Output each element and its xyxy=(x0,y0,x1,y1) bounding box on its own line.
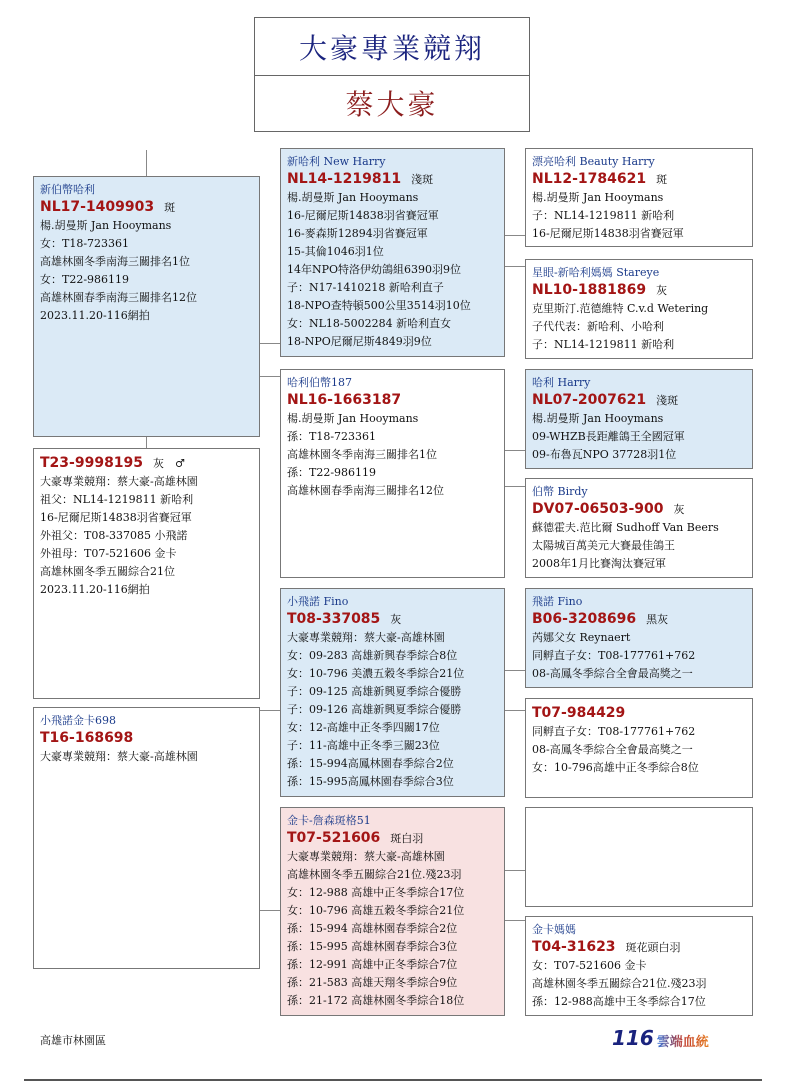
info-line: 15-其倫1046羽1位 xyxy=(287,245,384,258)
info-line: 孫：15-994 高雄林園春季綜合2位 xyxy=(287,922,458,935)
info-line: 女：NL18-5002284 新哈利直女 xyxy=(287,317,452,330)
ancestor-card[interactable] xyxy=(525,369,753,469)
info-line: 子：09-126 高雄新興夏季綜合優勝 xyxy=(287,703,462,716)
plumage-color: 斑白羽 xyxy=(390,832,424,845)
plumage-color: 灰 xyxy=(656,284,668,297)
ancestor-card[interactable] xyxy=(525,588,753,688)
info-line: 孫：21-172 高雄林園冬季綜合18位 xyxy=(287,994,465,1007)
info-line: 女：T18-723361 xyxy=(40,237,130,250)
info-line: 高雄林園冬季五關綜合21位.殘23羽 xyxy=(532,977,707,990)
bird-name: 金卡-詹森斑格51 xyxy=(287,814,371,827)
bird-name: 哈利伯幣187 xyxy=(287,376,352,389)
info-line: 孫：T22-986119 xyxy=(287,466,377,479)
info-line: 女：12-高雄中正冬季四關17位 xyxy=(287,721,440,734)
bird-name: 小飛諾金卡698 xyxy=(40,714,116,727)
ring-number xyxy=(532,500,746,519)
footer-location: 高雄市林園區 xyxy=(40,1034,106,1047)
dam-of-sire-card[interactable] xyxy=(280,369,505,578)
plumage-color: 淺斑 xyxy=(411,173,434,186)
info-line: 2008年1月比賽淘汰賽冠軍 xyxy=(532,557,666,570)
plumage-color: 黑灰 xyxy=(646,613,669,626)
ring-text: T23-9998195 xyxy=(40,455,144,471)
ring-number xyxy=(532,391,746,410)
info-line: 女：09-283 高雄新興春季綜合8位 xyxy=(287,649,458,662)
info-line: 太陽城百萬美元大賽最佳鴿王 xyxy=(532,539,675,552)
connector-line xyxy=(504,870,525,871)
logo-text: 雲端血統 xyxy=(657,1031,709,1050)
info-line: 大豪專業競翔：蔡大豪-高雄林園 xyxy=(287,850,445,863)
info-line: 子：09-125 高雄新興夏季綜合優勝 xyxy=(287,685,462,698)
ring-text: NL16-1663187 xyxy=(287,392,402,408)
sire-card[interactable] xyxy=(280,148,505,357)
info-line: 高雄林園冬季南海三關排名1位 xyxy=(40,255,190,268)
ring-text: T08-337085 xyxy=(287,611,381,627)
connector-line xyxy=(504,670,525,671)
bird-name: 哈利 Harry xyxy=(532,376,591,389)
pedigree-header xyxy=(254,17,530,132)
info-line: 同孵直子女：T08-177761+762 xyxy=(532,725,696,738)
ring-number xyxy=(40,454,253,473)
owner-name: 蔡大豪 xyxy=(345,88,439,121)
info-line: 2023.11.20-116網拍 xyxy=(40,309,150,322)
info-line: 孫：15-994高鳳林園春季綜合2位 xyxy=(287,757,454,770)
ring-number xyxy=(532,938,746,957)
sire-of-dam-card[interactable] xyxy=(280,588,505,797)
info-line: 楊.胡曼斯 Jan Hooymans xyxy=(532,191,664,204)
info-line: 孫：12-988高雄中王冬季綜合17位 xyxy=(532,995,706,1008)
info-line: 16-尼爾尼斯14838羽省賽冠軍 xyxy=(287,209,439,222)
connector-line xyxy=(504,920,525,921)
info-line: 2023.11.20-116網拍 xyxy=(40,583,150,596)
plumage-color: 淺斑 xyxy=(656,394,679,407)
ring-text: NL10-1881869 xyxy=(532,282,647,298)
info-line: 08-高鳳冬季綜合全會最高獎之一 xyxy=(532,743,693,756)
info-line: 孫：15-995 高雄林園春季綜合3位 xyxy=(287,940,458,953)
info-line: 16-尼爾尼斯14838羽省賽冠軍 xyxy=(532,227,684,240)
connector-line xyxy=(146,150,147,176)
connector-line xyxy=(504,486,525,487)
plumage-color: 灰 ♂ xyxy=(153,457,185,470)
connector-line xyxy=(504,450,525,451)
ring-number xyxy=(40,729,253,748)
info-line: 女：12-988 高雄中正冬季綜合17位 xyxy=(287,886,465,899)
bird-name: 飛諾 Fino xyxy=(532,595,583,608)
info-line: 大豪專業競翔：蔡大豪-高雄林園 xyxy=(40,475,198,488)
ring-number xyxy=(532,170,746,189)
ancestor-card[interactable] xyxy=(525,148,753,247)
bird-name: 金卡媽媽 xyxy=(532,923,576,936)
info-line: 子：NL14-1219811 新哈利 xyxy=(532,338,675,351)
info-line: 08-高鳳冬季綜合全會最高獎之一 xyxy=(532,667,693,680)
info-line: 外祖父：T08-337085 小飛諾 xyxy=(40,529,188,542)
ring-text: T04-31623 xyxy=(532,939,616,955)
plumage-color: 灰 xyxy=(673,503,685,516)
ring-text: B06-3208696 xyxy=(532,611,637,627)
plumage-color: 斑花頭白羽 xyxy=(625,941,681,954)
ring-number xyxy=(287,170,498,189)
info-line: 子：11-高雄中正冬季三關23位 xyxy=(287,739,440,752)
ancestor-card[interactable] xyxy=(525,478,753,578)
brand-logo[interactable] xyxy=(612,1026,709,1050)
connector-line xyxy=(259,710,280,711)
plumage-color: 灰 xyxy=(390,613,402,626)
info-line: 同孵直子女：T08-177761+762 xyxy=(532,649,696,662)
info-line: 克里斯汀.范德維特 C.v.d Wetering xyxy=(532,302,709,315)
connector-line xyxy=(259,376,280,377)
sibling-card[interactable] xyxy=(33,448,260,699)
info-line: 孫：21-583 高雄天翔冬季綜合9位 xyxy=(287,976,458,989)
ancestor-card[interactable] xyxy=(525,916,753,1016)
ancestor-card[interactable] xyxy=(525,698,753,798)
info-line: 孫：T18-723361 xyxy=(287,430,377,443)
info-line: 16-尼爾尼斯14838羽省賽冠軍 xyxy=(40,511,192,524)
connector-line xyxy=(504,710,525,711)
ring-number xyxy=(532,610,746,629)
info-line: 楊.胡曼斯 Jan Hooymans xyxy=(287,412,419,425)
ring-text: T16-168698 xyxy=(40,730,134,746)
info-line: 芮娜父女 Reynaert xyxy=(532,631,631,644)
connector-line xyxy=(259,343,280,344)
empty-ancestor-card[interactable] xyxy=(525,807,753,907)
plumage-color: 斑 xyxy=(656,173,668,186)
dam-card[interactable] xyxy=(33,707,260,969)
info-line: 09-WHZB長距離鴿王全國冠軍 xyxy=(532,430,685,443)
info-line: 女：10-796高雄中正冬季綜合8位 xyxy=(532,761,699,774)
bird-name: 新伯幣哈利 xyxy=(40,183,95,196)
info-line: 外祖母：T07-521606 金卡 xyxy=(40,547,177,560)
info-line: 女：10-796 美濃五穀冬季綜合21位 xyxy=(287,667,465,680)
info-line: 高雄林園春季南海三關排名12位 xyxy=(287,484,444,497)
info-line: 14年NPO特洛伊幼鴿組6390羽9位 xyxy=(287,263,462,276)
ring-number xyxy=(532,704,746,723)
loft-title: 大豪專業競翔 xyxy=(255,18,529,76)
bird-name: 伯幣 Birdy xyxy=(532,485,588,498)
ring-text: NL17-1409903 xyxy=(40,199,155,215)
bird-name: 漂亮哈利 Beauty Harry xyxy=(532,155,655,168)
info-line: 09-布魯瓦NPO 37728羽1位 xyxy=(532,448,677,461)
ring-number xyxy=(287,391,498,410)
info-line: 子：N17-1410218 新哈利直子 xyxy=(287,281,444,294)
ring-text: DV07-06503-900 xyxy=(532,501,664,517)
plumage-color: 斑 xyxy=(164,201,176,214)
info-line: 女：T22-986119 xyxy=(40,273,130,286)
ring-text: NL12-1784621 xyxy=(532,171,647,187)
info-line: 子：NL14-1219811 新哈利 xyxy=(532,209,675,222)
info-line: 高雄林園冬季五關綜合21位.殘23羽 xyxy=(287,868,462,881)
info-line: 18-NPO尼爾尼斯4849羽9位 xyxy=(287,335,432,348)
ring-number xyxy=(287,829,498,848)
bird-name: 星眼-新哈利媽媽 Stareye xyxy=(532,266,660,279)
info-line: 高雄林園冬季南海三關排名1位 xyxy=(287,448,437,461)
connector-line xyxy=(504,235,525,236)
ancestor-card[interactable] xyxy=(525,259,753,359)
ring-number xyxy=(40,198,253,217)
info-line: 蘇德霍夫.范比爾 Sudhoff Van Beers xyxy=(532,521,719,534)
ring-text: T07-984429 xyxy=(532,705,626,721)
info-line: 大豪專業競翔：蔡大豪-高雄林園 xyxy=(287,631,445,644)
bird-name: 小飛諾 Fino xyxy=(287,595,349,608)
info-line: 16-麥森斯12894羽省賽冠軍 xyxy=(287,227,428,240)
dam-of-dam-card[interactable] xyxy=(280,807,505,1016)
info-line: 高雄林園春季南海三關排名12位 xyxy=(40,291,197,304)
info-line: 楊.胡曼斯 Jan Hooymans xyxy=(40,219,172,232)
info-line: 孫：12-991 高雄中正冬季綜合7位 xyxy=(287,958,458,971)
info-line: 楊.胡曼斯 Jan Hooymans xyxy=(532,412,664,425)
footer-divider xyxy=(24,1079,762,1081)
ring-number xyxy=(287,610,498,629)
info-line: 子代代表：新哈利、小哈利 xyxy=(532,320,664,333)
ring-text: T07-521606 xyxy=(287,830,381,846)
connector-line xyxy=(504,266,525,267)
info-line: 孫：15-995高鳳林園春季綜合3位 xyxy=(287,775,454,788)
ring-text: NL07-2007621 xyxy=(532,392,647,408)
info-line: 18-NPO查特頓500公里3514羽10位 xyxy=(287,299,471,312)
info-line: 楊.胡曼斯 Jan Hooymans xyxy=(287,191,419,204)
info-line: 高雄林園冬季五關綜合21位 xyxy=(40,565,175,578)
subject-card[interactable] xyxy=(33,176,260,437)
ring-number xyxy=(532,281,746,300)
ring-text: NL14-1219811 xyxy=(287,171,402,187)
logo-number: 116 xyxy=(612,1026,654,1050)
connector-line xyxy=(259,910,280,911)
info-line: 女：10-796 高雄五穀冬季綜合21位 xyxy=(287,904,465,917)
info-line: 祖父：NL14-1219811 新哈利 xyxy=(40,493,194,506)
info-line: 女：T07-521606 金卡 xyxy=(532,959,647,972)
connector-line xyxy=(146,436,147,448)
bird-name: 新哈利 New Harry xyxy=(287,155,386,168)
info-line: 大豪專業競翔：蔡大豪-高雄林園 xyxy=(40,750,198,763)
